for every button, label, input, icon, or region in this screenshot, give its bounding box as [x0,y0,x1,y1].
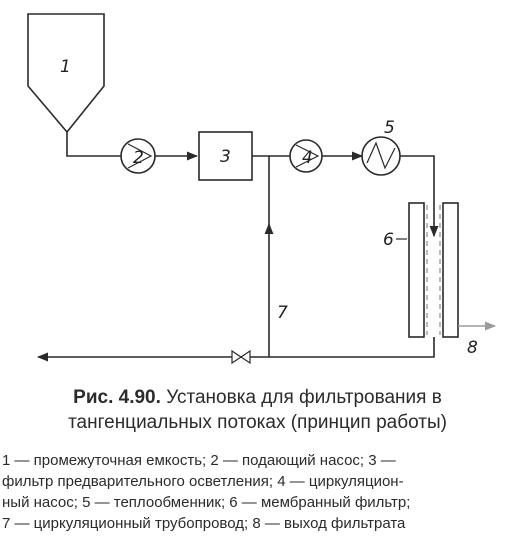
filtrate-outlet [458,326,495,358]
circulation-pump [290,140,322,172]
circ-pipe-label: 7 [277,303,288,323]
feed-pump [121,139,155,173]
legend-line: ный насос; 5 — теплообменник; 6 — мембранный фильтр; [2,494,411,511]
legend-line: 1 — промежуточная емкость; 2 — подающий насос; 3 — [2,452,396,469]
circulation-pipeline [38,156,434,357]
membrane-filter-label: 6 [383,230,394,250]
circ-pump-label: 4 [302,148,313,168]
heat-exchanger-label: 5 [384,118,395,138]
caption-line-1: Установка для фильтрования в [166,387,442,408]
feed-pump-label: 2 [133,148,144,168]
prefilter-label: 3 [220,147,231,167]
valve-icon [232,351,250,363]
tank-outlet-pipe [67,132,121,156]
legend [2,450,512,534]
heat-exchanger [362,118,400,175]
intermediate-tank [28,14,104,132]
figure-number: Рис. 4.90. [73,387,161,408]
filtrate-outlet-label: 8 [467,338,478,358]
prefilter [199,132,252,180]
legend-line: 7 — циркуляционный трубопровод; 8 — выход фильтрата [2,515,406,532]
legend-line: фильтр предварительного осветления; 4 — циркуляцион- [2,473,404,490]
tank-label: 1 [60,57,71,77]
membrane-filter [383,203,458,337]
pipe-hx-to-membrane [400,156,434,236]
figure-caption-line-2: тангенциальных потоках (принцип работы) [68,412,447,433]
figure-caption [0,385,515,410]
